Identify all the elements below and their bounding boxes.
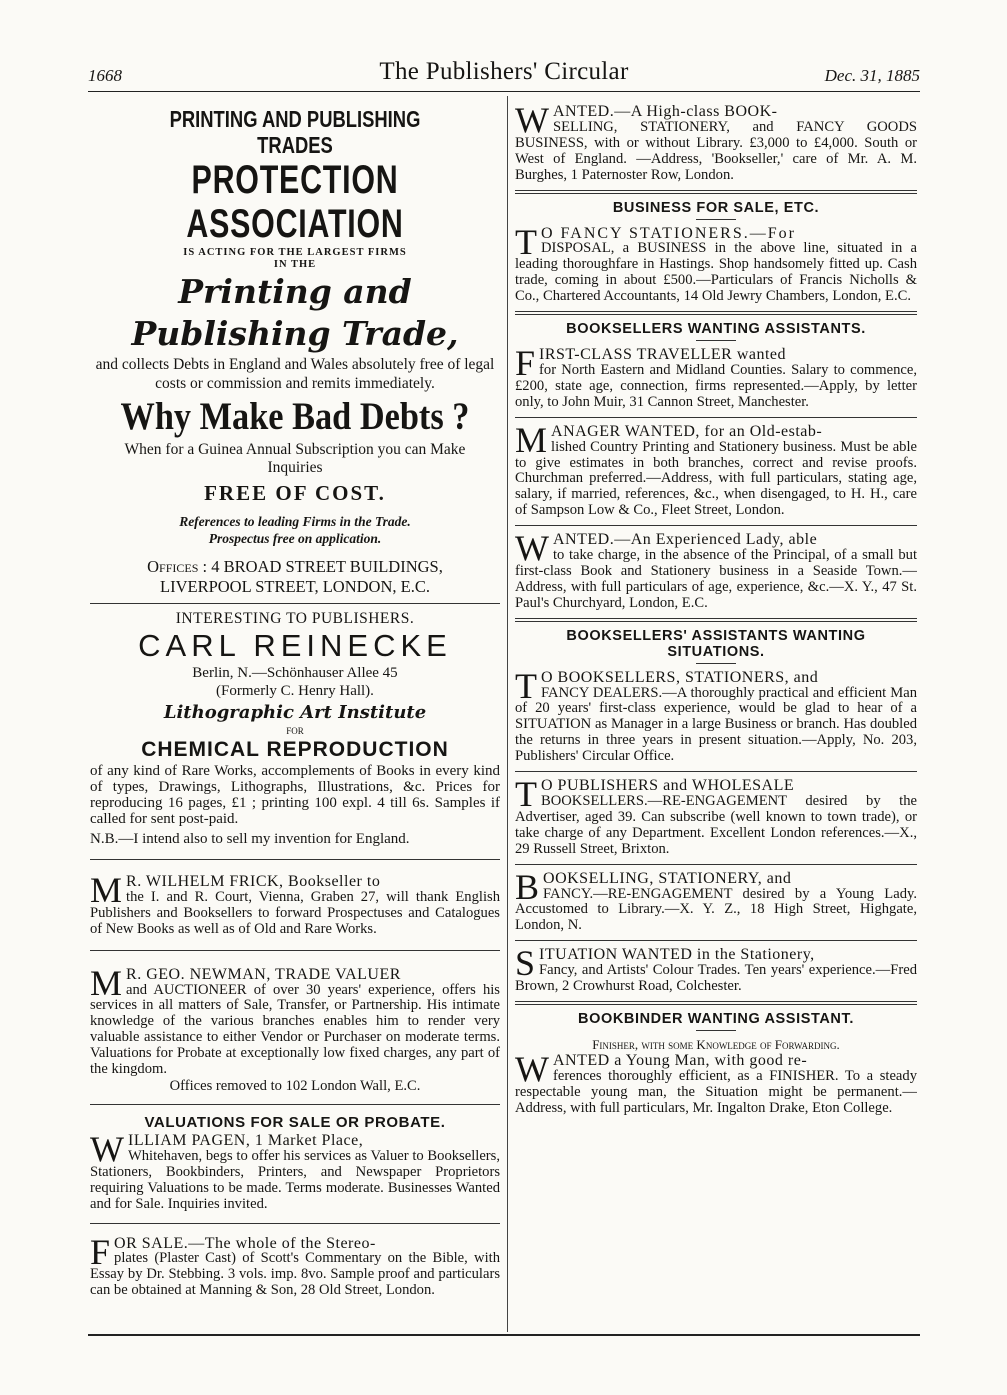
situation-wanted-ad (515, 947, 917, 995)
association-line1: PRINTING AND PUBLISHING TRADES (169, 106, 421, 158)
drop-cap: W (515, 1052, 549, 1089)
lady-lead: ANTED.—An Experienced Lady, able (552, 532, 818, 549)
wanted-bookselling-ad (515, 104, 917, 184)
drop-cap: T (515, 669, 537, 706)
reinecke-chemical: CHEMICAL REPRODUCTION (141, 738, 449, 761)
frick-ad (90, 874, 500, 938)
drop-cap: W (515, 104, 549, 140)
reinecke-for: FOR (286, 726, 304, 736)
topublishers-body: BOOKSELLERS.—RE-ENGAGEMENT desired by the Advertiser, aged 39. Can subscribe (well known to town trade), or take charge of any Department. Excellent London references.—X., 29 Russell Street, Brixton. (515, 793, 917, 857)
divider (515, 311, 917, 315)
left-column (90, 106, 500, 1305)
fancy-stationers-ad (515, 226, 917, 306)
manager-body: lished Country Printing and Stationery business. Must be able to give estimates in both branches, correct and revise proofs. Churchman preferred.—Address, with full particulars, stating age, salary, if married, references, &c., when disengaged, to H. H., care of Sampson Low & Co., Fleet Street, London. (515, 438, 917, 519)
short-rule (696, 663, 736, 664)
manager-ad (515, 424, 917, 519)
fancy-body: DISPOSAL, a BUSINESS in the above line, situated in a leading thoroughfare in Hastings. Shop handsomely fitted up. Cash trade, coming in about £500.—Particulars of Francis Nicholls & Co., Chartered Accountants, 14 Old Jewry Chambers, London, E.C. (515, 240, 917, 305)
divider (90, 859, 500, 860)
divider (515, 864, 917, 865)
header-rule (88, 91, 920, 92)
right-column (515, 104, 917, 1123)
drop-cap: M (90, 966, 123, 1003)
reinecke-nb: N.B.—I intend also to sell my invention for England. (90, 831, 410, 847)
newspaper-page (88, 56, 920, 1336)
pagen-body: Whitehaven, begs to offer his services as Valuer to Booksellers, Stationers, Bookbinders, Printers, and Newspaper Proprietors requiring Valuations to be made. Terms moderate. Businesses Wanted and for Sale. Inquiries invited. (90, 1147, 500, 1212)
forsale-body: plates (Plaster Cast) of Scott's Commentary on the Bible, with Essay by Dr. Stebbing. 3 vols. imp. 8vo. Sample proof and particulars can be obtained at Manning & Son, 28 Old Street, London. (90, 1250, 500, 1299)
journal-title: The Publishers' Circular (379, 58, 629, 85)
association-line3: IS ACTING FOR THE LARGEST FIRMS (183, 247, 407, 258)
divider (90, 1104, 500, 1105)
drop-cap: T (515, 225, 537, 262)
experienced-lady-ad (515, 532, 917, 612)
short-rule (696, 219, 736, 220)
divider (90, 1223, 500, 1224)
manager-lead: ANAGER WANTED, for an Old-estab- (551, 423, 823, 440)
bookselling-body: FANCY.—RE-ENGAGEMENT desired by a Young Lady. Accustomed to Library.—X. Y. Z., 18 High Street, Highgate, London, N. (515, 885, 917, 934)
for-sale-ad (90, 1236, 500, 1300)
short-rule (696, 340, 736, 341)
frick-lead: R. WILHELM FRICK, Bookseller to (126, 874, 381, 890)
tobooksellers-lead: O BOOKSELLERS, STATIONERS, and (541, 669, 819, 686)
assistants-wanting-situations-heading: BOOKSELLERS' ASSISTANTS WANTING (566, 627, 866, 644)
association-body: and collects Debts in England and Wales absolutely free of legal costs or commission and remits immediately. (95, 356, 495, 392)
divider (515, 1001, 917, 1005)
association-sub: When for a Guinea Annual Subscription you can Make Inquiries (124, 441, 466, 476)
reinecke-name: CARL REINECKE (138, 628, 452, 663)
divider (515, 190, 917, 194)
business-for-sale-heading: BUSINESS FOR SALE, ETC. (612, 199, 820, 216)
pagen-lead: ILLIAM PAGEN, 1 Market Place, (127, 1131, 364, 1149)
youngman-body: ferences thoroughly efficient, as a FINISHER. To a steady respectable young man, the Situation might be permanent.—Address, with full particulars, Mr. Ingalton Drake, Eton College. (515, 1067, 917, 1116)
drop-cap: B (515, 870, 540, 907)
to-booksellers-ad (515, 670, 917, 765)
traveller-ad (515, 347, 917, 411)
drop-cap: W (515, 532, 549, 569)
valuations-ad (90, 1113, 500, 1213)
tobooksellers-body: FANCY DEALERS.—A thoroughly practical and efficient Man of 20 years' first-class experience, would be glad to hear of a SITUATION as Manager in a large Business or branch. Has doubled the returns in three years in present situation.—Apply, No. 203, Publishers' Circular Office. (515, 684, 917, 765)
reinecke-interesting: INTERESTING TO PUBLISHERS. (175, 610, 415, 627)
reinecke-body: of any kind of Rare Works, accomplements of Books in every kind of types, Drawings, Lithographs, Illustrations, &c. Prices for reproducing 16 pages, £1 ; printing 100 expl. 4 till 6s. Samples if called for sent post-paid. (90, 763, 500, 827)
traveller-body: for North Eastern and Midland Counties. Salary to commence, £200, state age, connection, firms represented.—Apply, by letter only, to John Muir, 31 Cannon Street, Manchester. (515, 361, 917, 410)
newman-lead: R. GEO. NEWMAN, TRADE VALUER (126, 966, 401, 983)
newman-body: and AUCTIONEER of over 30 years' experience, offers his services in all matters of Sale, Transfer, or Partnership. His intimate knowledge of the various branches enables him to render very valuable assistance to either Vendor or Purchaser on moderate terms. Valuations for Probate at exceptionally low fixed charges, any part of the kingdom. (90, 981, 500, 1078)
association-line4: IN THE (273, 259, 317, 270)
issue-date: Dec. 31, 1885 (824, 66, 920, 85)
frick-body: the I. and R. Court, Vienna, Graben 27, will thank English Publishers and Booksellers to forward Prospectuses and Catalogues of New Books as well as of Old and Rare Works. (90, 888, 500, 937)
young-man-ad (515, 1053, 917, 1117)
situation-lead: ITUATION WANTED in the Stationery, (539, 947, 815, 964)
reinecke-institute: Lithographic Art Institute (163, 702, 427, 723)
divider (515, 525, 917, 526)
newman-offices: Offices removed to 102 London Wall, E.C. (169, 1077, 421, 1094)
situation-body: Fancy, and Artists' Colour Trades. Ten years' experience.—Fred Brown, 2 Crowhurst Road, Colchester. (515, 962, 917, 995)
divider (90, 950, 500, 951)
reinecke-ad (90, 610, 500, 849)
drop-cap: M (90, 874, 123, 910)
booksellers-wanting-assistants-heading: BOOKSELLERS WANTING ASSISTANTS. (566, 321, 866, 338)
drop-cap: M (515, 423, 548, 460)
short-rule (696, 1030, 736, 1031)
drop-cap: S (515, 947, 536, 984)
association-free: FREE OF COST. (204, 481, 386, 505)
divider (515, 940, 917, 941)
assistants-wanting-situations-heading-2: SITUATIONS. (667, 643, 765, 660)
association-offices1: Offices : 4 BROAD STREET BUILDINGS, (147, 557, 443, 576)
bookselling-lead: OOKSELLING, STATIONERY, and (543, 870, 792, 887)
column-divider (507, 96, 508, 1332)
finisher-line: Finisher, with some Knowledge of Forwarding. (592, 1036, 840, 1052)
wanted1-body: SELLING, STATIONERY, and FANCY GOODS BUSINESS, with or without Library. £3,000 to £4,000. South or West of England. —Address, 'Bookseller,' care of Mr. A. M. Burghes, 1 Paternoster Row, London. (515, 118, 917, 183)
traveller-lead: IRST-CLASS TRAVELLER wanted (539, 347, 787, 364)
reinecke-address1: Berlin, N.—Schönhauser Allee 45 (192, 665, 398, 681)
bookbinder-heading: BOOKBINDER WANTING ASSISTANT. (578, 1010, 854, 1027)
youngman-lead: ANTED a Young Man, with good re- (552, 1052, 808, 1069)
footer-rule (88, 1334, 920, 1336)
newman-ad (90, 967, 500, 1094)
association-refs2: Prospectus free on application. (208, 531, 382, 546)
association-gothic-title: Printing and Publishing Trade, (131, 272, 459, 353)
to-publishers-ad (515, 778, 917, 858)
wanted1-lead: ANTED.—A High-class BOOK- (552, 104, 778, 120)
drop-cap: T (515, 778, 537, 815)
divider (515, 417, 917, 418)
reinecke-address2: (Formerly C. Henry Hall). (216, 683, 374, 699)
drop-cap: W (90, 1128, 124, 1169)
drop-cap: F (515, 347, 536, 384)
association-offices2: LIVERPOOL STREET, LONDON, E.C. (160, 577, 430, 596)
lady-body: to take charge, in the absence of the Principal, of a small but first-class Book and Stationery business in a Seaside Town.—Address, with full particulars of age, experience, &c.—X. Y., 47 St. Paul's Churchyard, London, E.C. (515, 547, 917, 611)
association-line2: PROTECTION ASSOCIATION (186, 158, 404, 246)
divider (90, 603, 500, 604)
drop-cap: F (90, 1235, 111, 1272)
association-refs1: References to leading Firms in the Trade. (179, 514, 411, 529)
divider (515, 771, 917, 772)
bookselling-ad (515, 871, 917, 935)
running-header (88, 58, 920, 88)
valuations-heading: VALUATIONS FOR SALE OR PROBATE. (144, 1113, 446, 1131)
forsale-lead: OR SALE.—The whole of the Stereo- (114, 1235, 376, 1252)
page-number: 1668 (88, 66, 122, 85)
divider (515, 618, 917, 622)
topublishers-lead: O PUBLISHERS and WHOLESALE (541, 778, 795, 795)
protection-association-ad (90, 106, 500, 597)
association-headline: Why Make Bad Debts ? (120, 395, 470, 438)
fancy-lead: O FANCY STATIONERS.—For (541, 225, 796, 242)
